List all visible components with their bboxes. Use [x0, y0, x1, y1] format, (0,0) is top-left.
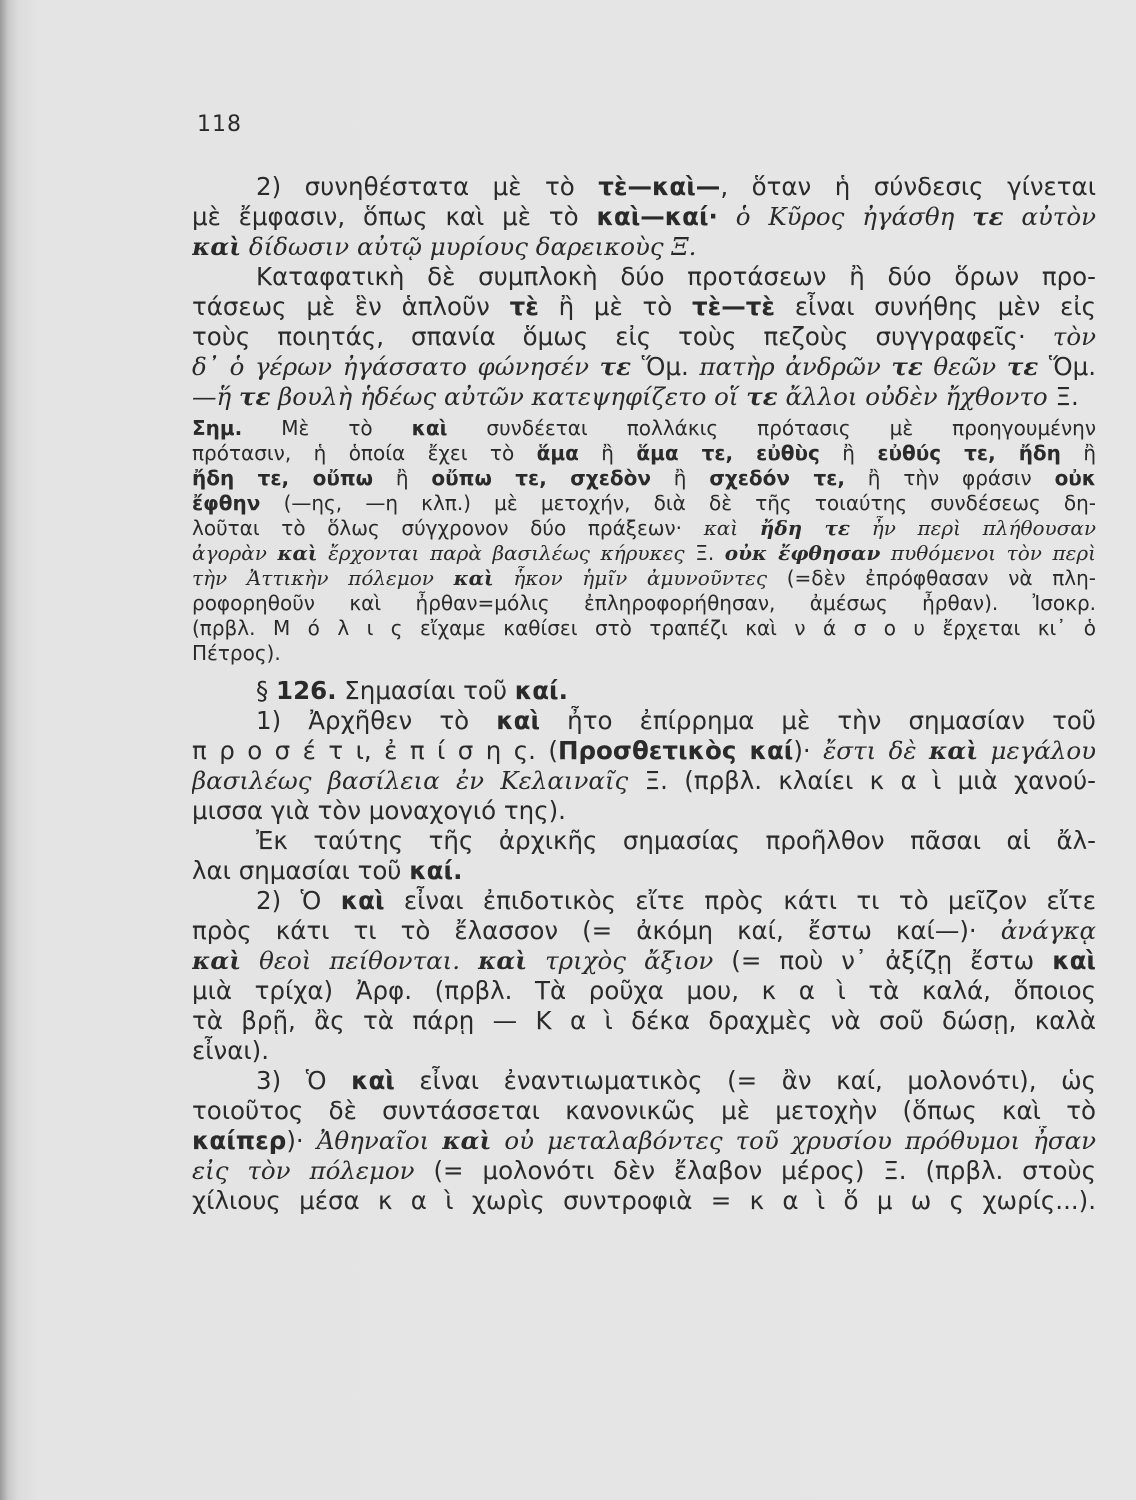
text-line — [192, 796, 1096, 826]
text-line — [192, 1186, 1096, 1216]
text-run: Ξ. (πρβλ. κλαίει κ α ὶ μιὰ χανού- — [628, 766, 1096, 795]
text-run: τοὺς ποιητάς, σπανία ὅμως εἰς τοὺς πεζοὺς συγγραφεῖς· — [192, 322, 1053, 351]
text-run: καὶ — [703, 516, 760, 540]
text-run: ἅμα — [536, 441, 579, 465]
note-line — [192, 641, 1096, 666]
text-line — [192, 322, 1096, 352]
text-run: Σημασίαι τοῦ — [336, 676, 515, 705]
text-line — [192, 856, 1096, 886]
text-line — [192, 1156, 1096, 1186]
text-run: ἔστι δὲ — [823, 736, 930, 765]
text-run: βασιλέως βασίλεια ἐν Κελαιναῖς — [192, 766, 629, 795]
text-run: λοῦται τὸ ὅλως σύγχρονον δύο πράξεων· — [192, 516, 704, 540]
note-line — [192, 416, 1096, 441]
text-run: εἶναι ἐπιδοτικὸς εἴτε πρὸς κάτι τι τὸ μεῖζον εἴτε — [384, 886, 1096, 915]
text-line — [192, 736, 1096, 766]
text-run: ἅμα τε, εὐθὺς — [636, 441, 820, 465]
text-run: τε — [1006, 352, 1039, 381]
text-run: ἀγορὰν — [192, 541, 278, 565]
text-line — [192, 706, 1096, 736]
text-run: οὐ μεταλαβόντες τοῦ χρυσίου πρόθυμοι ἦσαν — [491, 1126, 1096, 1155]
text-run: οὔπω τε, σχεδὸν — [431, 466, 651, 490]
text-run: ἔφθην — [192, 491, 261, 515]
text-run: 126. — [276, 676, 337, 705]
text-run: (= ποὺ ν᾽ ἀξίζῃ ἔστω — [713, 946, 1053, 975]
text-run: Ἐκ ταύτης τῆς ἀρχικῆς σημασίας προῆλθον πᾶσαι αἱ ἄλ- — [256, 826, 1096, 855]
text-run: τὴν Ἀττικὴν πόλεμον — [192, 566, 454, 590]
text-run: θεοὶ πείθονται. — [241, 946, 479, 975]
text-run: )· — [793, 736, 824, 765]
text-run: μιὰ τρίχα) Ἀρφ. (πρβλ. Τὰ ροῦχα μου, κ α ὶ τὰ καλά, ὅποιος — [192, 976, 1096, 1005]
text-run: σχεδόν τε, — [709, 466, 845, 490]
text-run: ὁ Κῦρος ἠγάσθη — [717, 202, 973, 231]
text-run: Ξ. — [684, 541, 725, 565]
text-run: καί. — [409, 856, 463, 885]
text-run: μὲ ἔμφασιν, ὅπως καὶ μὲ τὸ — [192, 202, 597, 231]
text-line — [192, 946, 1096, 976]
text-run: μεγάλου — [978, 736, 1096, 765]
text-run: πρὸς κάτι τι τὸ ἔλασσον (= ἀκόμη καί, ἔστω καί—)· — [192, 916, 1001, 945]
text-line — [192, 352, 1096, 382]
text-run: τὲ—τὲ — [692, 292, 776, 321]
text-run: ἢ μὲ τὸ — [538, 292, 693, 321]
text-run: λαι σημασίαι τοῦ — [192, 856, 410, 885]
text-run: χίλιους μέσα κ α ὶ χωρὶς συντροφιὰ = κ α ὶ ὅ μ ω ς χωρίς...). — [192, 1186, 1096, 1215]
text-run: ἤδη τε, οὔπω — [192, 466, 374, 490]
text-run: ἢ — [1060, 441, 1096, 465]
text-run: τε — [891, 352, 923, 381]
text-run: (πρβλ. Μ ό λ ι ς εἴχαμε καθίσει στὸ τραπέζι καὶ ν ά σ ο υ ἔρχεται κι᾽ ὁ — [192, 616, 1096, 640]
text-line — [192, 262, 1096, 292]
text-run: ροφορηθοῦν καὶ ἦρθαν=μόλις ἐπληροφορήθησαν, ἀμέσως ἦρθαν). Ἰσοκρ. — [192, 591, 1096, 615]
text-run: αὐτὸν — [1003, 202, 1096, 231]
text-line — [192, 172, 1096, 202]
text-line — [192, 1006, 1096, 1036]
text-line — [192, 1066, 1096, 1096]
text-line — [192, 976, 1096, 1006]
text-run: καὶ — [496, 706, 541, 735]
text-line — [192, 916, 1096, 946]
text-run: Ὅμ. — [630, 352, 700, 381]
text-line — [192, 232, 1096, 262]
text-run: τὰ βρῇ, ἂς τὰ πάρῃ — Κ α ὶ δέκα δραχμὲς νὰ σοῦ δώσῃ, καλὰ — [192, 1006, 1096, 1035]
text-run: τε — [599, 352, 631, 381]
text-run: π ρ ο σ έ τ ι, ἐ π ί σ η ς. ( — [192, 736, 558, 765]
text-run: 2) Ὁ — [256, 886, 341, 915]
text-run: καί. — [514, 676, 568, 705]
text-line — [192, 1126, 1096, 1156]
text-run: Ξ. — [1047, 382, 1079, 411]
note-line — [192, 616, 1096, 641]
note-line — [192, 516, 1096, 541]
text-run: εἰς τὸν πόλεμον — [192, 1156, 415, 1185]
note-line — [192, 491, 1096, 516]
text-run: Προσθετικὸς καί — [557, 736, 794, 765]
text-run: καὶ — [351, 1066, 395, 1095]
text-run: μισσα γιὰ τὸν μοναχογιό της). — [192, 796, 566, 825]
text-run: § — [256, 676, 277, 705]
text-run: Ἀθηναῖοι — [316, 1126, 443, 1155]
text-run: Σημ. — [192, 416, 243, 440]
text-run: τε — [238, 382, 271, 411]
text-run: καὶ — [442, 1126, 492, 1155]
page-body-text — [192, 172, 1096, 1216]
text-run: θεῶν — [922, 352, 1007, 381]
text-run: καὶ — [929, 736, 979, 765]
text-run: Μὲ τὸ — [242, 416, 412, 440]
note-line — [192, 591, 1096, 616]
text-run: καὶ—καί· — [596, 202, 718, 231]
text-run: τριχὸς ἄξιον — [527, 946, 714, 975]
text-run: τοιοῦτος δὲ συντάσσεται κανονικῶς μὲ μετοχὴν (ὅπως καὶ τὸ — [192, 1096, 1096, 1125]
text-run: τὲ — [509, 292, 539, 321]
text-run: ἢ — [650, 466, 710, 490]
note-line — [192, 466, 1096, 491]
text-run: πατὴρ ἀνδρῶν — [699, 352, 892, 381]
text-run: —ἥ — [192, 382, 239, 411]
text-run: καὶ — [192, 232, 242, 261]
text-run: ἢ — [373, 466, 432, 490]
note-line — [192, 441, 1096, 466]
text-run: οὐκ — [1054, 466, 1096, 490]
text-line — [192, 766, 1096, 796]
text-run: 1) Ἀρχῆθεν τὸ — [256, 706, 497, 735]
text-line — [192, 826, 1096, 856]
text-run: ἢ — [819, 441, 878, 465]
text-line — [192, 886, 1096, 916]
text-run: ἦν περὶ πλήθουσαν — [850, 516, 1096, 540]
text-run: καὶ — [411, 416, 448, 440]
text-run: πρότασιν, ἡ ὁποία ἔχει τὸ — [192, 441, 537, 465]
text-line — [192, 676, 1096, 706]
note-line — [192, 541, 1096, 566]
text-run: ἧκον ἡμῖν ἀμυνοῦντες — [493, 566, 768, 590]
text-run: συνδέεται πολλάκις πρότασις μὲ προηγουμένην — [447, 416, 1096, 440]
text-run: τὸν — [1052, 322, 1096, 351]
text-line — [192, 292, 1096, 322]
text-run: καὶ — [453, 566, 494, 590]
text-run: τὲ—καὶ— — [598, 172, 721, 201]
text-run: δίδωσιν αὐτῷ μυρίους δαρεικοὺς Ξ. — [241, 232, 697, 261]
text-run: Πέτρος). — [192, 641, 281, 665]
text-run: βουλὴ ἡδέως αὐτῶν κατεψηφίζετο οἵ — [270, 382, 747, 411]
text-run: ἀνάγκᾳ — [1000, 916, 1096, 945]
text-line — [192, 382, 1096, 412]
text-run: εἶναι ἐναντιωματικὸς (= ἂν καί, μολονότι), ὡς — [394, 1066, 1096, 1095]
text-run: εἶναι). — [192, 1036, 270, 1065]
text-run: ἢ τὴν φράσιν — [844, 466, 1055, 490]
text-run: καὶ — [192, 946, 242, 975]
text-line — [192, 1096, 1096, 1126]
text-run: καὶ — [478, 946, 528, 975]
text-line — [192, 202, 1096, 232]
text-run: δ᾽ ὁ γέρων ἠγάσσατο φώνησέν — [192, 352, 600, 381]
text-run: καίπερ — [192, 1126, 287, 1155]
text-run: καὶ — [277, 541, 318, 565]
page-number: 118 — [197, 112, 242, 137]
text-run: (= μολονότι δὲν ἔλαβον μέρος) Ξ. (πρβλ. στοὺς — [414, 1156, 1096, 1185]
text-run: καὶ — [340, 886, 385, 915]
text-run: )· — [286, 1126, 317, 1155]
text-run: (—ης, —η κλπ.) μὲ μετοχήν, διὰ δὲ τῆς τοιαύτης συνδέσεως δη- — [260, 491, 1096, 515]
text-run: ἦτο ἐπίρρημα μὲ τὴν σημασίαν τοῦ — [540, 706, 1096, 735]
text-run: πυθόμενοι τὸν περὶ — [880, 541, 1096, 565]
text-line — [192, 1036, 1096, 1066]
text-run: τε — [746, 382, 778, 411]
text-run: ἢ — [578, 441, 637, 465]
text-run: εἶναι συνήθης μὲν εἰς — [775, 292, 1096, 321]
text-run: εὐθύς τε, ἤδη — [877, 441, 1061, 465]
text-run: , ὅταν ἡ σύνδεσις γίνεται — [720, 172, 1096, 201]
text-run: Ὅμ. — [1038, 352, 1096, 381]
text-run: 2) συνηθέστατα μὲ τὸ — [256, 172, 599, 201]
text-run: Καταφατικὴ δὲ συμπλοκὴ δύο προτάσεων ἢ δύο ὅρων προ- — [256, 262, 1096, 291]
text-run: ἤδη τε — [759, 516, 851, 540]
text-run: καὶ — [1052, 946, 1096, 975]
text-run: τε — [972, 202, 1004, 231]
text-run: (=δὲν ἐπρόφθασαν νὰ πλη- — [767, 566, 1096, 590]
text-run: 3) Ὁ — [256, 1066, 352, 1095]
note-line — [192, 566, 1096, 591]
text-run: οὐκ ἔφθησαν — [724, 541, 881, 565]
text-run: ἔρχονται παρὰ βασιλέως κήρυκες — [317, 541, 685, 565]
text-run: τάσεως μὲ ἓν ἁπλοῦν — [192, 292, 510, 321]
text-run: ἄλλοι οὐδὲν ἤχθοντο — [777, 382, 1048, 411]
